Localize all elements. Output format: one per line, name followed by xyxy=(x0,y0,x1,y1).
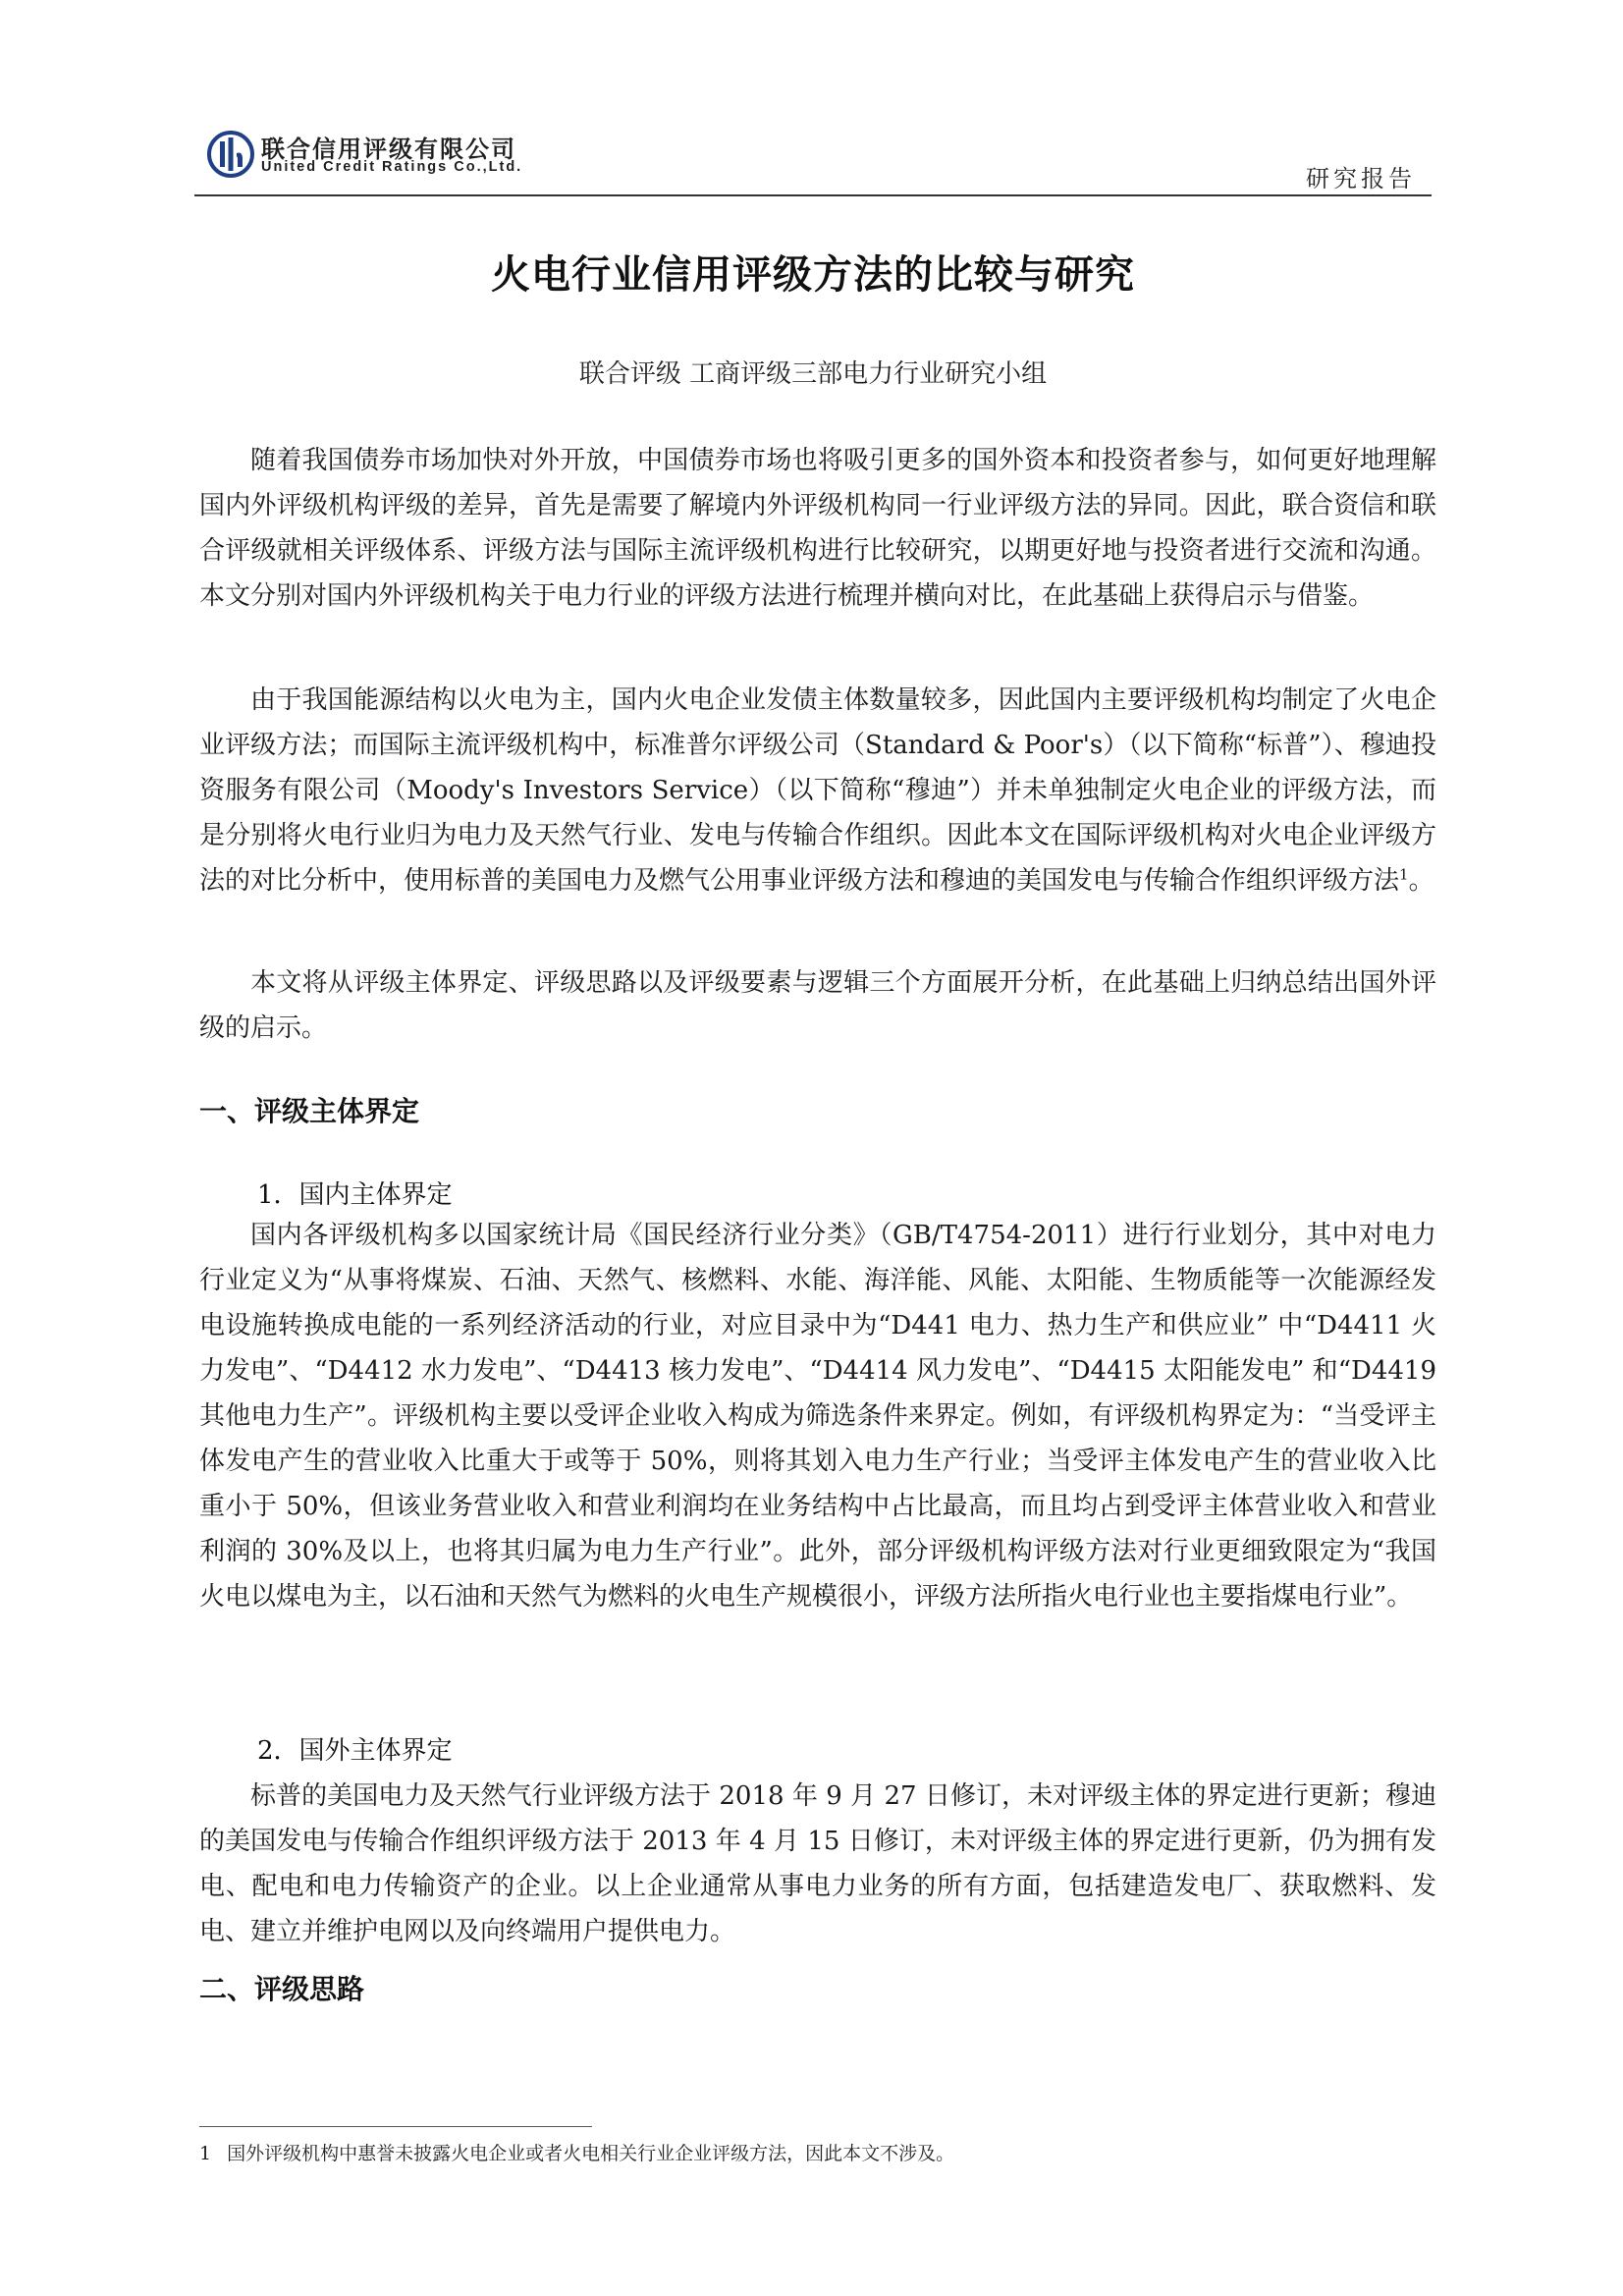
paragraph-body: 由于我国能源结构以火电为主，国内火电企业发债主体数量较多，因此国内主要评级机构均制定了火电企业评级方法；而国际主流评级机构中，标准普尔评级公司（Standard & Poor's）（以下简称“标普”）、穆迪投资服务有限公司（Moody's Investors Service）（以下简称“穆迪”）并未单独制定火电企业的评级方法，而是分别将火电行业归为电力及天然气行业、发电与传输合作组织。因此本文在国际评级机构对火电企业评级方法的对比分析中，使用标普的美国电力及燃气公用事业评级方法和穆迪的美国发电与传输合作组织评级方法 xyxy=(199,685,1436,896)
ucr-logo-icon xyxy=(206,130,255,179)
paragraph-text: 标普的美国电力及天然气行业评级方法于 2018 年 9 月 27 日修订，未对评级主体的界定进行更新；穆迪的美国发电与传输合作组织评级方法于 2013 年 4 月 15 日修订，未对评级主体的界定进行更新，仍为拥有发电、配电和电力传输资产的企业。以上企业通常从事电力业务的所有方面，包括建造发电厂、获取燃料、发电、建立并维护电网以及向终端用户提供电力。 xyxy=(199,1781,1436,1946)
company-name-cn: 联合信用评级有限公司 xyxy=(261,136,516,163)
footnote-reference[interactable]: 1 xyxy=(1399,865,1409,884)
footnote-divider xyxy=(199,2126,592,2127)
paragraph-text: 国内各评级机构多以国家统计局《国民经济行业分类》（GB/T4754-2011）进行行业划分，其中对电力行业定义为“从事将煤炭、石油、天然气、核燃料、水能、海洋能、风能、太阳能、生物质能等一次能源经发电设施转换成电能的一系列经济活动的行业，对应目录中为“D441 电力、热力生产和供应业” 中“D4411 火力发电”、“D4412 水力发电”、“D4413 核力发电”、“D4414 风力发电”、“D4415 太阳能发电” 和“D4419 其他电力生产”。评级机构主要以受评企业收入构成为筛选条件来界定。例如，有评级机构界定为：“当受评主体发电产生的营业收入比重大于或等于 50%，则将其划入电力生产行业；当受评主体发电产生的营业收入比重小于 50%，但该业务营业收入和营业利润均在业务结构中占比最高，而且均占到受评主体营业收入和营业利润的 30%及以上，也将其归属为电力生产行业”。此外，部分评级机构评级方法对行业更细致限定为“我国火电以煤电为主，以石油和天然气为燃料的火电生产规模很小，评级方法所指火电行业也主要指煤电行业”。 xyxy=(199,1221,1436,1612)
subsection-paragraph-1-1 xyxy=(199,1213,1436,1619)
section-heading-2: 二、评级思路 xyxy=(199,1973,365,2005)
document-authors: 联合评级 工商评级三部电力行业研究小组 xyxy=(578,359,1048,389)
company-name-en: United Credit Ratings Co.,Ltd. xyxy=(261,159,523,175)
footnote-text: 国外评级机构中惠誉未披露火电企业或者火电相关行业企业评级方法，因此本文不涉及。 xyxy=(227,2143,955,2164)
document-title: 火电行业信用评级方法的比较与研究 xyxy=(491,252,1135,298)
paragraph-text: 本文将从评级主体界定、评级思路以及评级要素与逻辑三个方面展开分析，在此基础上归纳总结出国外评级的启示。 xyxy=(199,968,1436,1043)
footnote xyxy=(199,2139,1436,2165)
page-header xyxy=(194,126,1432,196)
subsection-paragraph-1-2 xyxy=(199,1774,1436,1954)
intro-paragraph-3 xyxy=(199,960,1436,1051)
section-heading-1: 一、评级主体界定 xyxy=(199,1095,420,1127)
header-divider xyxy=(194,194,1432,196)
paragraph-end: 。 xyxy=(1408,866,1434,896)
subsection-heading-1-2: 2．国外主体界定 xyxy=(257,1736,453,1766)
paragraph-text: 随着我国债券市场加快对外开放，中国债券市场也将吸引更多的国外资本和投资者参与，如何更好地理解国内外评级机构评级的差异，首先是需要了解境内外评级机构同一行业评级方法的异同。因此，联合资信和联合评级就相关评级体系、评级方法与国际主流评级机构进行比较研究，以期更好地与投资者进行交流和沟通。本文分别对国内外评级机构关于电力行业的评级方法进行梳理并横向对比，在此基础上获得启示与借鉴。 xyxy=(199,446,1436,611)
footnote-mark: 1 xyxy=(199,2143,212,2164)
subsection-heading-1-1: 1．国内主体界定 xyxy=(257,1180,453,1210)
intro-paragraph-2 xyxy=(199,678,1436,903)
paragraph-text xyxy=(199,678,1436,903)
report-type-label: 研究报告 xyxy=(1306,165,1416,192)
intro-paragraph-1 xyxy=(199,438,1436,619)
